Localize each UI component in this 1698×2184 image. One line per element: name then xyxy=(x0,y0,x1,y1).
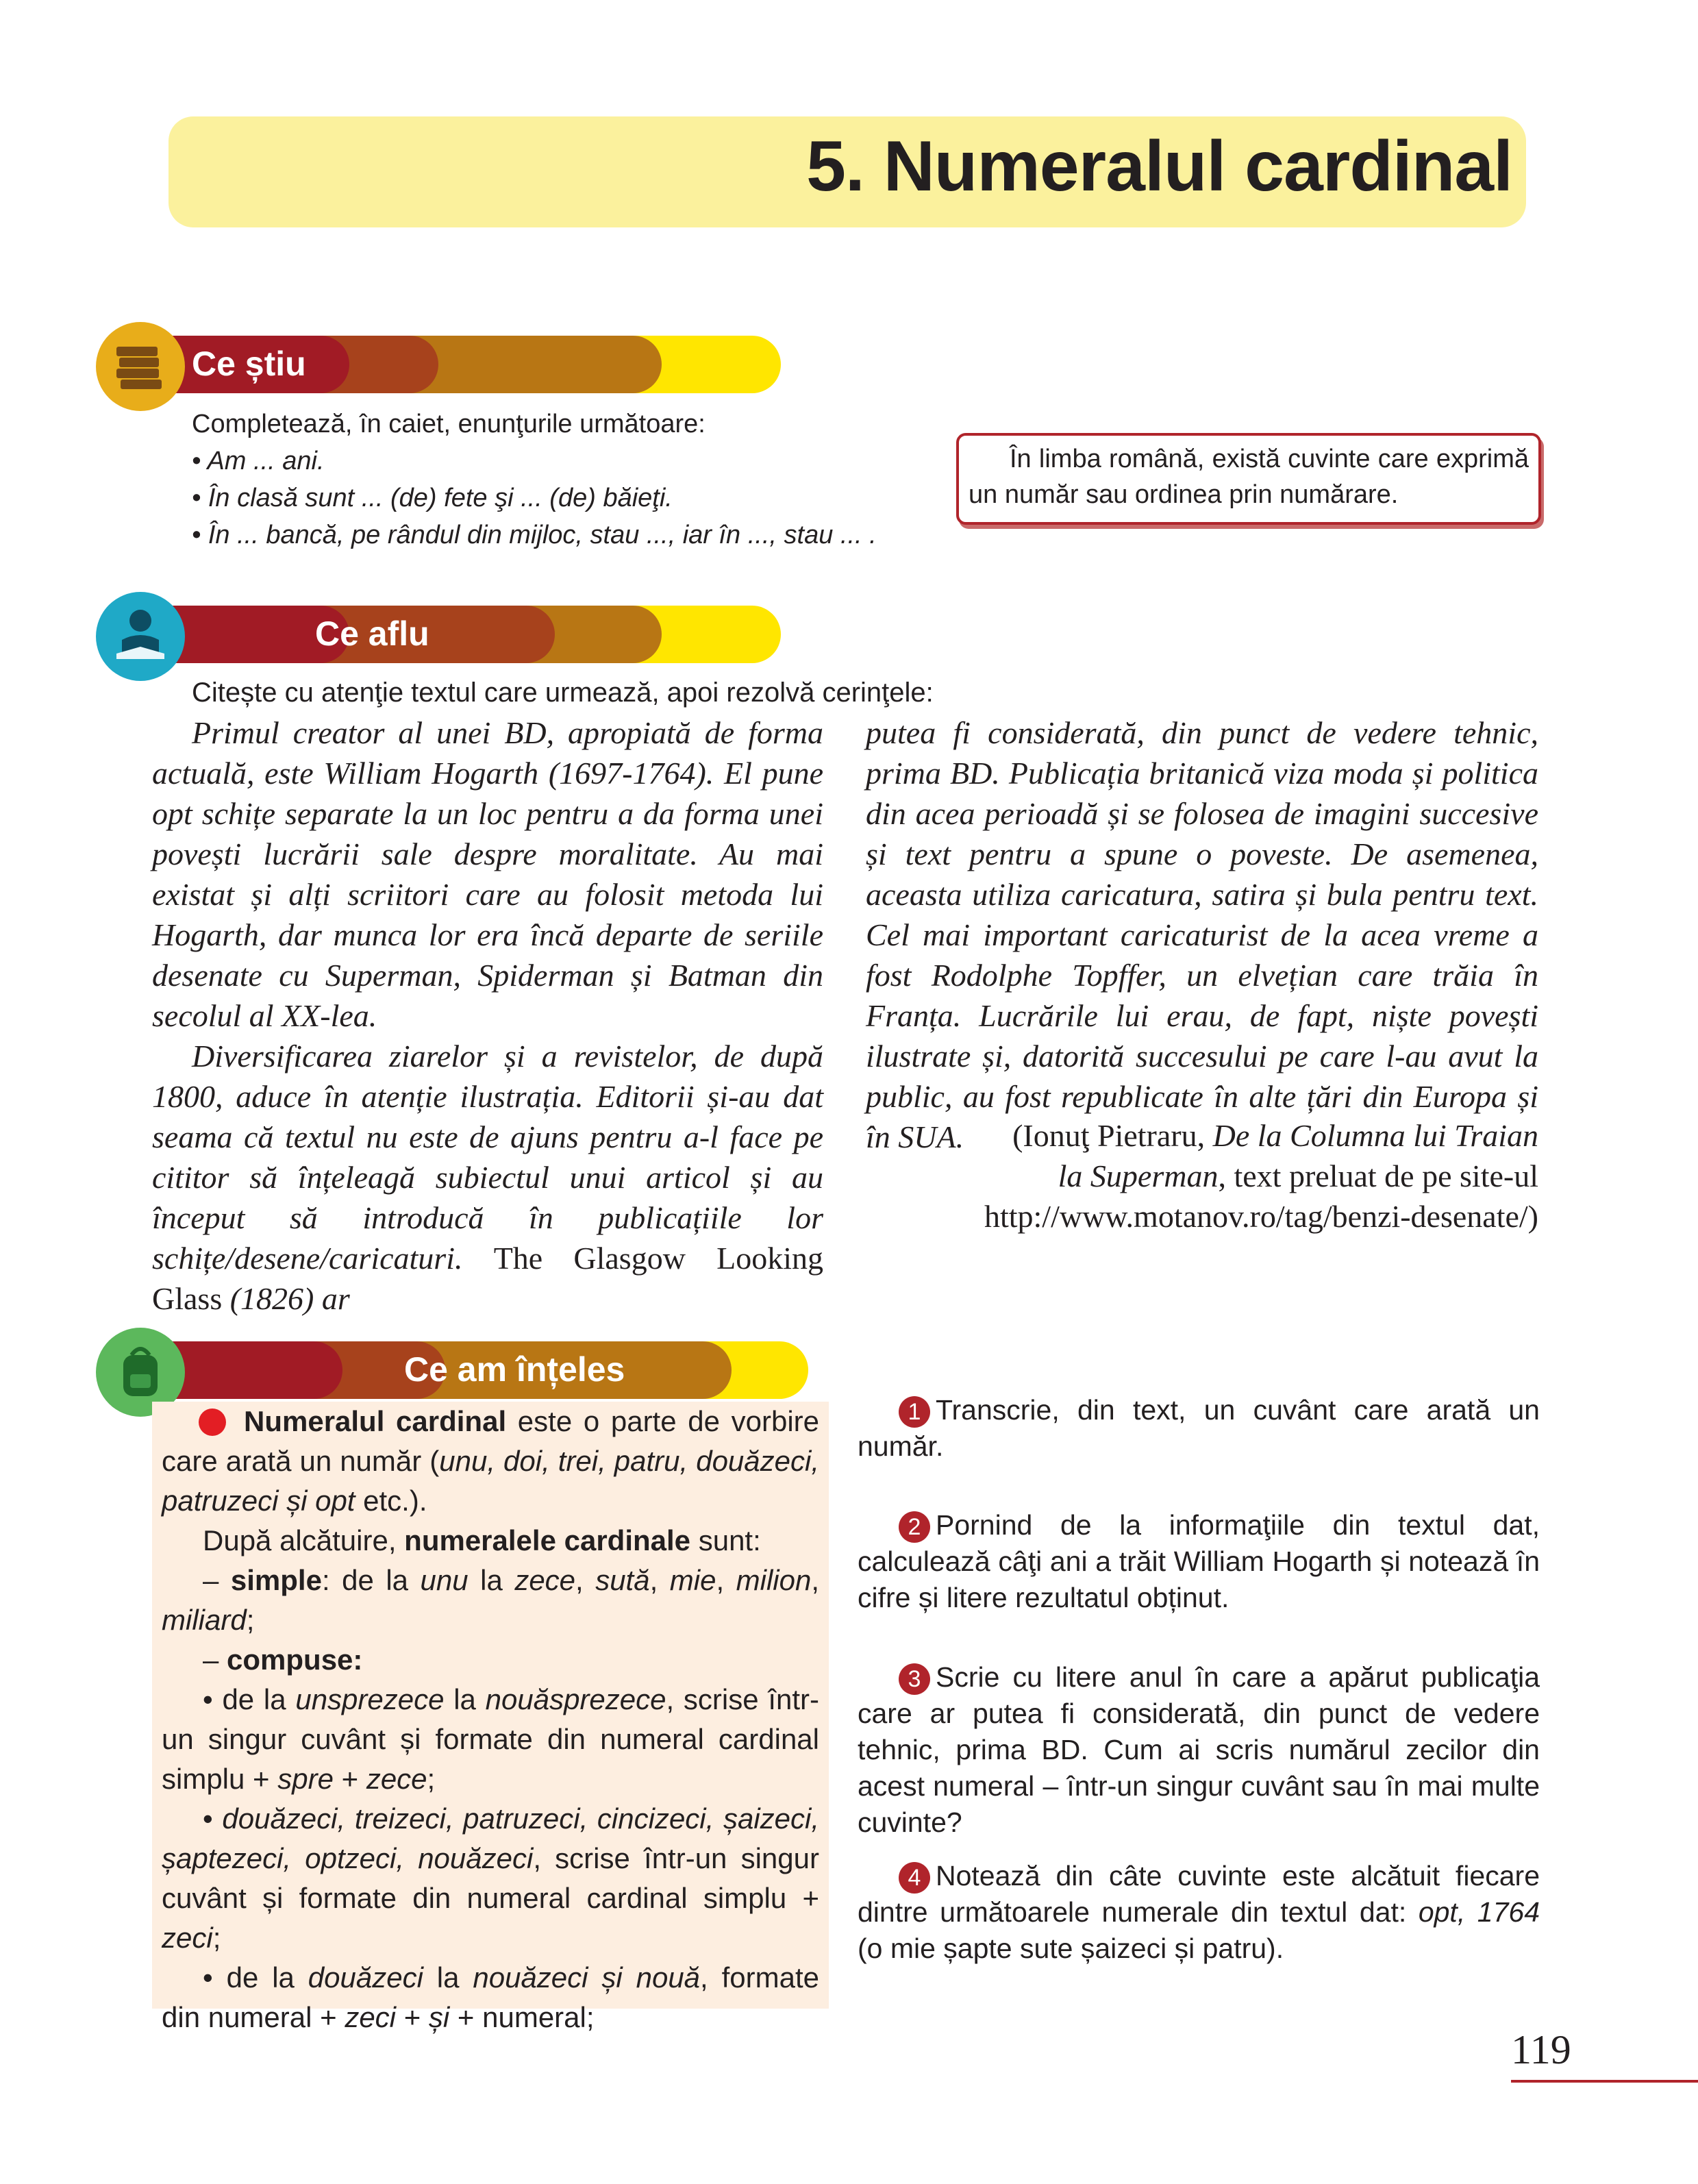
article-paragraph: putea fi considerată, din punct de vedere tehnic, prima BD. Publicația britanică viza moda și politica din acea perioadă și se folosea de imagini succesive și text pentru a spune o poveste. De asemenea, aceasta utiliza caricatura, satira și bula pentru text. Cel mai important caricaturist de la acea vreme a fost Rodolphe Topffer, un elvețian care trăia în Franța. Lucrările lui erau, de fapt, niște povești ilustrate și, datorită succesului pe care l-au avut la public, au fost republicate în alte țări din Europa și în SUA. xyxy=(866,715,1538,1154)
rule-text: + xyxy=(333,1763,366,1795)
citation-source-text: , text preluat de pe site-ul xyxy=(1218,1158,1538,1193)
structure-pre: După alcătuire, xyxy=(203,1524,405,1556)
rule-example: nouăzeci și nouă xyxy=(473,1961,701,1994)
article-paragraph-text: Diversificarea ziarelor și a revistelor, de după 1800, aduce în atenție ilustrația. Editorii și-au dat seama că textul nu este de ajuns pentru a-l face pe cititor să înțeleagă subiectul unui articol și au început să introducă în publicațiile lor schițe/desene/caricaturi. xyxy=(152,1039,823,1276)
compound-rule-1: • de la unsprezece la nouăsprezece, scrise într-un singur cuvânt și formate din numeral cardinal simplu + spre + zece; xyxy=(162,1683,820,1795)
structure-post: sunt: xyxy=(690,1524,761,1556)
page-number: 119 xyxy=(1511,2027,1571,2072)
rule-example: douăzeci, treizeci, patruzeci, cincizeci, șaizeci, șaptezeci, optzeci, nouăzeci xyxy=(162,1802,820,1874)
article-paragraph xyxy=(152,1036,823,1319)
list-item: • În ... bancă, pe rândul din mijloc, stau ..., iar în ..., stau ... . xyxy=(192,521,877,549)
exercise-text-end: (o mie șapte sute șaizeci și patru). xyxy=(858,1933,1284,1964)
rule-text: la xyxy=(444,1683,486,1715)
citation xyxy=(866,1115,1538,1237)
citation-work-title-end: la Superman xyxy=(1058,1158,1219,1193)
simple-item: mie xyxy=(669,1564,716,1596)
structure-intro xyxy=(162,1521,819,1561)
rule-example: zece xyxy=(366,1763,427,1795)
info-box xyxy=(956,433,1541,525)
compound-rule-2: • douăzeci, treizeci, patruzeci, cincizeci, șaizeci, șaptezeci, optzeci, nouăzeci, scrise într-un singur cuvânt și formate din numeral cardinal simplu + zeci; xyxy=(162,1802,820,1954)
exercise-number-badge: 2 xyxy=(899,1511,930,1543)
publication-title: The Glasgow Looking Glass xyxy=(152,1241,823,1316)
simple-to: la xyxy=(468,1564,515,1596)
article-left-column xyxy=(152,712,823,1319)
article-right-column xyxy=(866,712,1538,1157)
books-icon xyxy=(96,322,185,411)
rule-example: și xyxy=(428,2001,450,2033)
compound-rule-3: • de la douăzeci la nouăzeci și nouă, formate din numeral + zeci + și + numeral; xyxy=(162,1961,819,2033)
rule-example: douăzeci xyxy=(308,1961,423,1994)
list-item: • În clasă sunt ... (de) fete şi ... (de) băieţi. xyxy=(192,484,673,512)
exercise-3 xyxy=(858,1659,1540,1841)
rule-example: zeci xyxy=(162,1922,213,1954)
definition-end: etc.). xyxy=(355,1485,427,1517)
red-dot-icon xyxy=(199,1409,226,1436)
rule-text: , scrise într-un singur cuvânt și formate din numeral cardinal simplu + xyxy=(162,1683,820,1795)
definition-examples: unu, doi, trei, patru, douăzeci, patruzeci și opt xyxy=(162,1445,819,1517)
definition-content xyxy=(162,1402,819,2037)
reader-icon xyxy=(96,592,185,681)
rule-text: , scrise într-un singur cuvânt și formate din numeral cardinal simplu + xyxy=(162,1842,819,1914)
simple-item: miliard xyxy=(162,1604,247,1636)
article-paragraph-tail: (1826) ar xyxy=(229,1281,350,1316)
section-header-ce-aflu xyxy=(103,606,685,663)
citation-work-title: De la Columna lui Traian xyxy=(1212,1118,1538,1153)
citation-url: http://www.motanov.ro/tag/benzi-desenate/) xyxy=(984,1199,1538,1234)
ce-stiu-instruction: Completează, în caiet, enunţurile următoare: xyxy=(192,410,706,438)
page-title: 5. Numeralul cardinal xyxy=(806,127,1512,206)
article-paragraph: Primul creator al unei BD, apropiată de forma actuală, este William Hogarth (1697-1764). El pune opt schițe separate la un loc pentru a da forma unei povești lucrării sale despre moralitate. Au mai existat și alți scriitori care au folosit metoda lui Hogarth, dar munca lor era încă departe de seriile desenate cu Superman, Spiderman și Batman din secolul al XX-lea. xyxy=(152,715,823,1033)
definition-paragraph xyxy=(162,1402,819,1521)
simple-label: simple xyxy=(230,1564,322,1596)
definition-text: este o parte de vorbire care arată un număr ( xyxy=(162,1405,820,1477)
exercise-text: Pornind de la informaţiile din textul dat, calculează câţi ani a trăit William Hogarth și notează în cifre și litere rezultatul obținut. xyxy=(858,1509,1540,1613)
page-number-rule xyxy=(1511,2080,1698,2083)
section-label: Ce știu xyxy=(192,345,306,383)
simple-item: zece xyxy=(514,1564,576,1596)
info-box-text: În limba română, există cuvinte care exprimă un număr sau ordinea prin numărare. xyxy=(969,445,1529,509)
exercise-number-badge: 4 xyxy=(899,1862,930,1894)
exercise-text: Transcrie, din text, un cuvânt care arată un număr. xyxy=(858,1394,1540,1462)
rule-example: zeci xyxy=(345,2001,397,2033)
rule-text: + xyxy=(396,2001,429,2033)
compound-label: compuse: xyxy=(227,1643,363,1676)
rule-example: unsprezece xyxy=(295,1683,445,1715)
simple-item: sută xyxy=(595,1564,650,1596)
section-label: Ce aflu xyxy=(315,615,429,653)
section-header-ce-am-inteles xyxy=(103,1341,685,1399)
exercise-text: Scrie cu litere anul în care a apărut publicaţia care ar putea fi considerată, din punct de vedere tehnic, prima BD. Cum ai scris numărul zecilor din acest numeral – într-un singur cuvânt sau în mai multe cuvinte? xyxy=(858,1661,1540,1838)
list-item-text: Am ... ani. xyxy=(207,447,325,475)
simple-item: milion xyxy=(736,1564,812,1596)
exercise-text: Notează din câte cuvinte este alcătuit fiecare dintre următoarele numerale din textul dat: xyxy=(858,1860,1540,1928)
title-banner xyxy=(168,116,1526,227)
structure-bold: numeralele cardinale xyxy=(404,1524,691,1556)
ce-aflu-instruction: Citește cu atenţie textul care urmează, apoi rezolvă cerinţele: xyxy=(192,678,934,708)
compound-heading: – compuse: xyxy=(203,1643,363,1676)
rule-example: nouăsprezece xyxy=(485,1683,666,1715)
list-item-text: În ... bancă, pe rândul din mijloc, stau ..., iar în ..., stau ... . xyxy=(208,521,877,549)
rule-text: de la xyxy=(226,1961,308,1994)
definition-term: Numeralul cardinal xyxy=(244,1405,507,1437)
exercise-1 xyxy=(858,1392,1540,1465)
exercise-number-badge: 1 xyxy=(899,1396,930,1428)
definition-box xyxy=(152,1402,829,2033)
list-item: • Am ... ani. xyxy=(192,447,325,475)
rule-text: de la xyxy=(222,1683,296,1715)
exercise-4 xyxy=(858,1858,1540,1967)
list-item-text: În clasă sunt ... (de) fete şi ... (de) băieţi. xyxy=(208,484,673,512)
simple-from: unu xyxy=(420,1564,469,1596)
exercise-2 xyxy=(858,1507,1540,1616)
citation-author: (Ionuţ Pietraru, xyxy=(1012,1118,1213,1153)
rule-example: spre xyxy=(277,1763,334,1795)
section-header-ce-stiu xyxy=(103,336,685,393)
simple-text: : de la xyxy=(321,1564,421,1596)
rule-text: la xyxy=(423,1961,473,1994)
exercise-example: opt, 1764 xyxy=(1418,1896,1540,1928)
rule-text: , formate din numeral + xyxy=(162,1961,819,2033)
simple-numerals: – simple: de la unu la zece, sută, mie, milion, miliard; xyxy=(162,1564,819,1636)
rule-text: + numeral; xyxy=(449,2001,595,2033)
exercise-number-badge: 3 xyxy=(899,1663,930,1695)
section-label: Ce am înțeles xyxy=(404,1350,625,1389)
